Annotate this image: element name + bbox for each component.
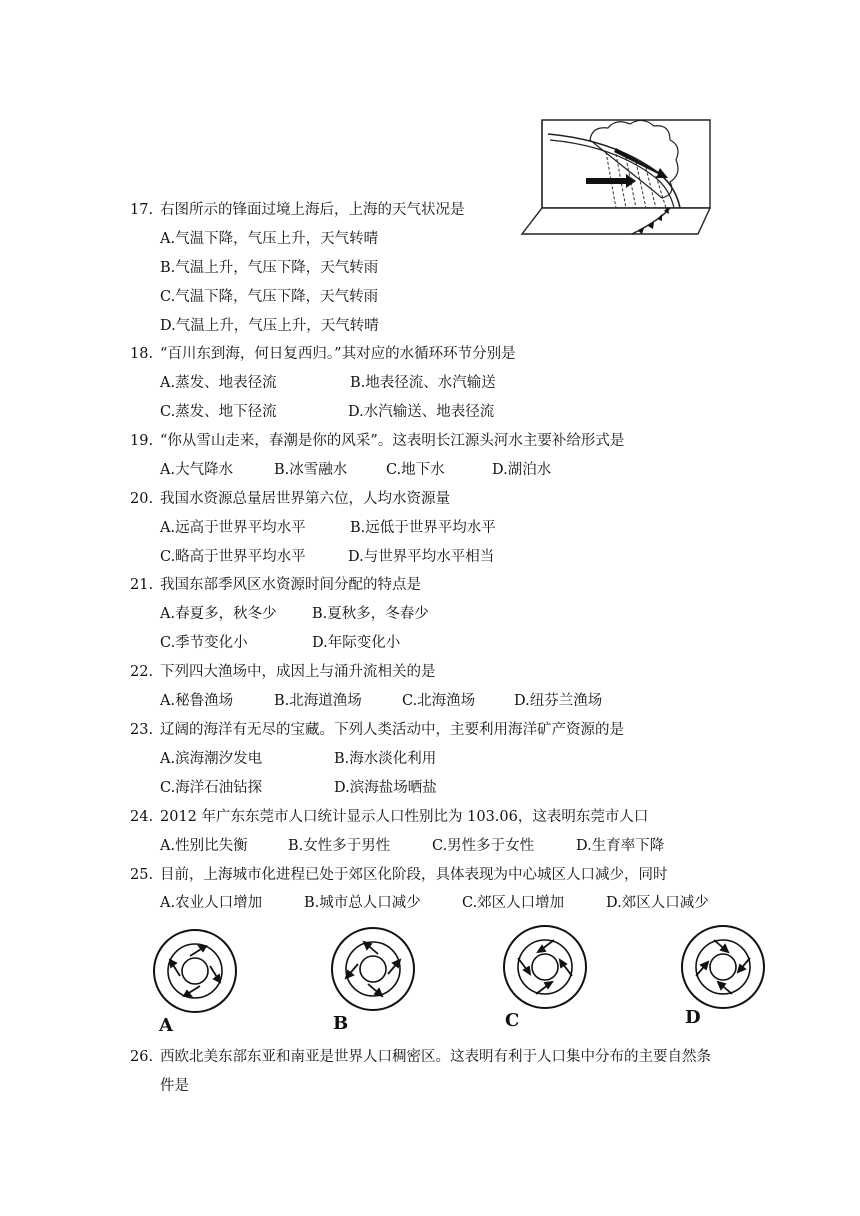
option: A.大气降水 — [160, 462, 234, 478]
option: D.年际变化小 — [312, 635, 401, 651]
question-stem: “百川东到海，何日复西归。”其对应的水循环环节分别是 — [160, 346, 516, 362]
question-number: 25. — [130, 867, 154, 883]
diagram-label-c: C — [505, 1010, 520, 1031]
question-number: 17. — [130, 202, 154, 218]
option: C.季节变化小 — [160, 635, 248, 651]
question-number: 26. — [130, 1049, 154, 1065]
option: B.海水淡化利用 — [334, 751, 437, 767]
option: B.气温上升，气压下降，天气转雨 — [160, 260, 379, 276]
question-stem: 西欧北美东部东亚和南亚是世界人口稠密区。这表明有利于人口集中分布的主要自然条 — [160, 1049, 711, 1065]
option: B.女性多于男性 — [288, 838, 391, 854]
option: C.海洋石油钻探 — [160, 780, 263, 796]
question-number: 19. — [130, 433, 154, 449]
question-number: 22. — [130, 664, 154, 680]
question-stem: 辽阔的海洋有无尽的宝藏。下列人类活动中，主要利用海洋矿产资源的是 — [160, 722, 624, 738]
question-stem: 我国东部季风区水资源时间分配的特点是 — [160, 577, 421, 593]
option: A.气温下降，气压上升，天气转晴 — [160, 231, 379, 247]
option: B.夏秋多，冬春少 — [312, 606, 429, 622]
cold-front-diagram — [520, 112, 720, 238]
option: D.湖泊水 — [492, 462, 552, 478]
question-stem: 右图所示的锋面过境上海后，上海的天气状况是 — [160, 202, 465, 218]
option: D.郊区人口减少 — [606, 895, 709, 911]
option: A.远高于世界平均水平 — [160, 520, 306, 536]
circulation-diagram-d — [680, 924, 766, 1010]
question-stem-continued: 件是 — [160, 1078, 189, 1094]
option: D.生育率下降 — [576, 838, 665, 854]
option: C.北海渔场 — [402, 693, 476, 709]
question-number: 21. — [130, 577, 154, 593]
diagram-label-d: D — [685, 1007, 701, 1028]
option: C.气温下降，气压下降，天气转雨 — [160, 289, 379, 305]
diagram-label-a: A — [159, 1015, 173, 1036]
option: B.城市总人口减少 — [304, 895, 421, 911]
question-number: 23. — [130, 722, 154, 738]
circulation-diagram-b — [330, 926, 416, 1012]
question-stem: 目前，上海城市化进程已处于郊区化阶段，具体表现为中心城区人口减少，同时 — [160, 867, 668, 883]
option: C.略高于世界平均水平 — [160, 549, 306, 565]
option: D.纽芬兰渔场 — [514, 693, 603, 709]
diagram-label-b: B — [333, 1013, 349, 1034]
question-stem: “你从雪山走来，春潮是你的风采”。这表明长江源头河水主要补给形式是 — [160, 433, 625, 449]
question-stem: 下列四大渔场中，成因上与涌升流相关的是 — [160, 664, 436, 680]
option: A.农业人口增加 — [160, 895, 263, 911]
question-number: 24. — [130, 809, 154, 825]
question-number: 20. — [130, 491, 154, 507]
question-number: 18. — [130, 346, 154, 362]
option: A.性别比失衡 — [160, 838, 248, 854]
option: A.秘鲁渔场 — [160, 693, 234, 709]
circulation-diagram-c — [502, 924, 588, 1010]
option: C.蒸发、地下径流 — [160, 404, 277, 420]
option: B.地表径流、水汽输送 — [350, 375, 496, 391]
option: B.北海道渔场 — [274, 693, 362, 709]
option: D.与世界平均水平相当 — [348, 549, 495, 565]
option: D.气温上升，气压上升，天气转晴 — [160, 318, 379, 334]
option: B.远低于世界平均水平 — [350, 520, 496, 536]
option: D.水汽输送、地表径流 — [348, 404, 495, 420]
option: D.滨海盐场晒盐 — [334, 780, 437, 796]
option: A.滨海潮汐发电 — [160, 751, 263, 767]
question-stem: 2012 年广东东莞市人口统计显示人口性别比为 103.06，这表明东莞市人口 — [160, 809, 649, 825]
question-stem: 我国水资源总量居世界第六位，人均水资源量 — [160, 491, 450, 507]
option: C.郊区人口增加 — [462, 895, 565, 911]
option: A.蒸发、地表径流 — [160, 375, 277, 391]
option: A.春夏多，秋冬少 — [160, 606, 277, 622]
option: B.冰雪融水 — [274, 462, 348, 478]
option: C.地下水 — [386, 462, 445, 478]
circulation-diagram-a — [152, 928, 238, 1014]
option: C.男性多于女性 — [432, 838, 535, 854]
